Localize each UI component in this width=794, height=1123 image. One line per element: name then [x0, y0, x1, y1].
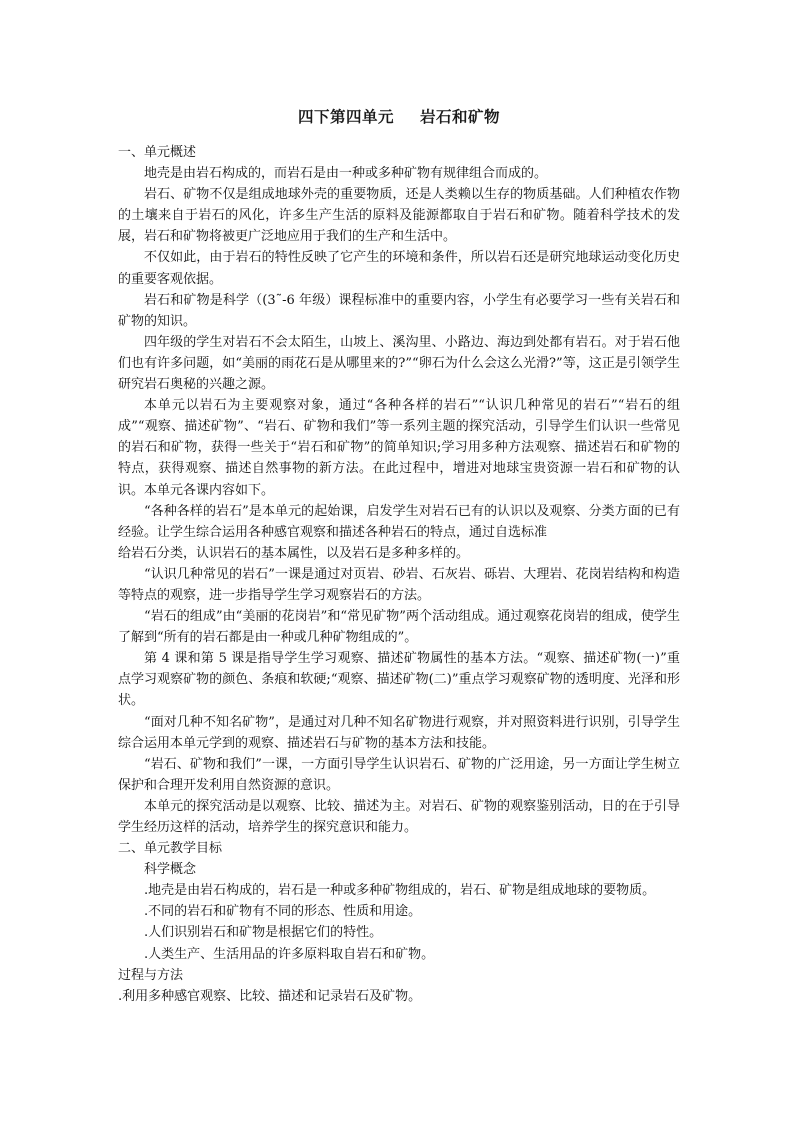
goal-item: .地壳是由岩石构成的，岩石是一种或多种矿物组成的，岩石、矿物是组成地球的要物质。: [144, 883, 656, 899]
paragraph: 不仅如此，由于岩石的特性反映了它产生的环境和条件，所以岩石还是研究地球运动变化历史的重要客观依据。: [118, 250, 680, 287]
paragraph: “认识几种常见的岩石”一课是通过对页岩、砂岩、石灰岩、砾岩、大理岩、花岗岩结构和构造等特点的观察，进一步指导学生学习观察岩石的方法。: [118, 566, 680, 603]
document-page: [118, 104, 680, 1007]
paragraph: 本单元以岩石为主要观察对象，通过“各种各样的岩石”“认识几种常见的岩石”“岩石的组成”“观察、描述矿物”、“岩石、矿物和我们”等一系列主题的探究活动，引导学生们认识一些常见的岩石和矿物，获得一些关于“岩石和矿物”的简单知识;学习用多种方法观察、描述岩石和矿物的特点，获得观察、描述自然事物的新方法。在此过程中，增进对地球宝贵资源一岩石和矿物的认识。本单元各课内容如下。: [118, 398, 680, 498]
goal-item: .利用多种感官观察、比较、描述和记录岩石及矿物。: [118, 988, 422, 1004]
paragraph: “面对几种不知名矿物”，是通过对几种不知名矿物进行观察，并对照资料进行识别，引导学生综合运用本单元学到的观察、描述岩石与矿物的基本方法和技能。: [118, 714, 680, 751]
goal-item: .人们识别岩石和矿物是根据它们的特性。: [144, 925, 383, 941]
goal-item: .不同的岩石和矿物有不同的形态、性质和用途。: [144, 904, 422, 920]
title-unit: 四下第四单元: [297, 108, 394, 126]
paragraph-continuation: 给岩石分类，认识岩石的基本属性，以及岩石是多种多样的。: [118, 545, 470, 561]
section-heading-overview: 一、单元概述: [118, 145, 197, 160]
title-topic: 岩石和矿物: [420, 108, 501, 126]
goal-item: .人类生产、生活用品的许多原料取自岩石和矿物。: [144, 946, 435, 962]
paragraph: 岩石和矿物是科学（(3˜-6 年级）课程标准中的重要内容，小学生有必要学习一些有关岩石和矿物的知识。: [118, 292, 680, 329]
paragraph: “岩石、矿物和我们”一课，一方面引导学生认识岩石、矿物的广泛用途，另一方面让学生树立保护和合理开发利用自然资源的意识。: [118, 756, 680, 793]
paragraph: “各种各样的岩石”是本单元的起始课，启发学生对岩石已有的认识以及观察、分类方面的已有经验。让学生综合运用各种感官观察和描述各种岩石的特点，通过自选标准: [118, 503, 680, 540]
paragraph: 四年级的学生对岩石不会太陌生，山坡上、溪沟里、小路边、海边到处都有岩石。对于岩石他们也有许多问题，如“美丽的雨花石是从哪里来的?”“卵石为什么会这么光滑?”等，这正是引领学生研究岩石奥秘的兴趣之源。: [118, 334, 680, 393]
sub-heading-process-methods: 过程与方法: [118, 967, 184, 983]
document-title: [118, 104, 680, 130]
paragraph: 岩石、矿物不仅是组成地球外壳的重要物质，还是人类赖以生存的物质基础。人们种植农作物的土壤来自于岩石的风化，许多生产生活的原料及能源都取自于岩石和矿物。随着科学技术的发展，岩石和矿物将被更广泛地应用于我们的生产和生活中。: [118, 187, 680, 245]
section-heading-goals: 二、单元教学目标: [118, 841, 223, 857]
paragraph: 地壳是由岩石构成的，而岩石是由一种或多种矿物有规律组合而成的。: [144, 166, 548, 182]
paragraph: 第 4 课和第 5 课是指导学生学习观察、描述矿物属性的基本方法。“观察、描述矿物(一)”重点学习观察矿物的颜色、条痕和软硬;“观察、描述矿物(二)”重点学习观察矿物的透明度、光泽和形状。: [118, 651, 680, 709]
paragraph: 本单元的探究活动是以观察、比较、描述为主。对岩石、矿物的观察鉴别活动，日的在于引导学生经历这样的活动，培养学生的探究意识和能力。: [118, 798, 680, 835]
paragraph: “岩石的组成”由“美丽的花岗岩”和“常见矿物”两个活动组成。通过观察花岗岩的组成，使学生了解到“所有的岩石都是由一种或几种矿物组成的”。: [118, 609, 680, 646]
sub-heading-science-concepts: 科学概念: [144, 862, 197, 878]
